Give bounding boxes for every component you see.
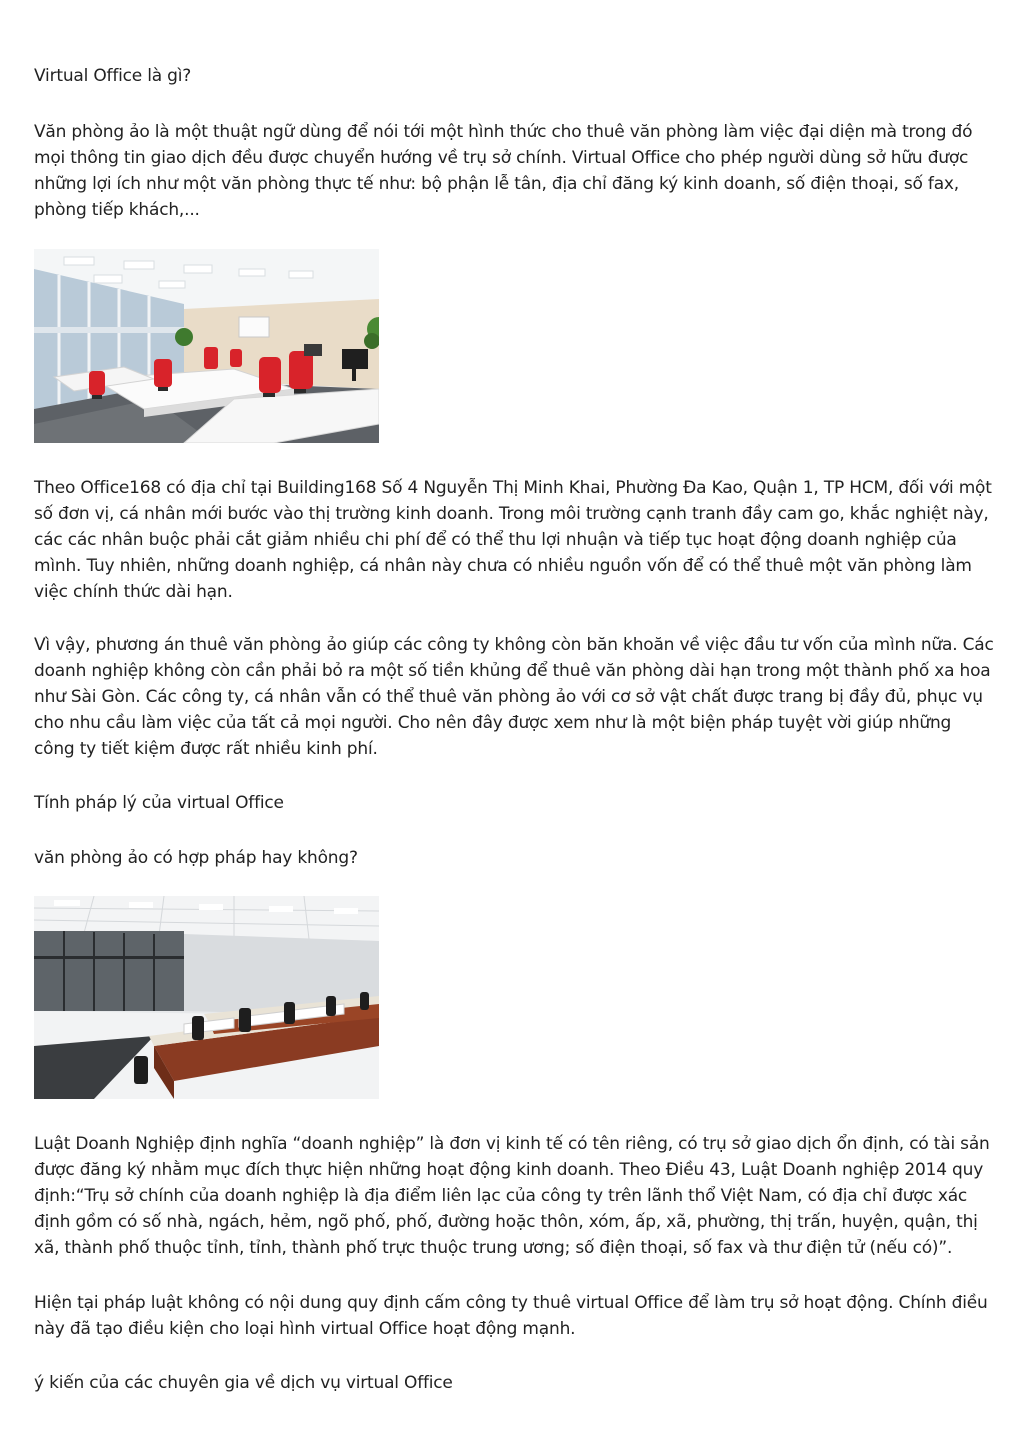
- paragraph-benefits: Vì vậy, phương án thuê văn phòng ảo giúp các công ty không còn băn khoăn về việc đầu tư vốn của mình nữa. Các doanh nghiệp không còn cần phải bỏ ra một số tiền khủng để thuê văn phòng dài hạn trong một thành phố xa hoa như Sài Gòn. Các công ty, cá nhân vẫn có thể thuê văn phòng ảo với cơ sở vật chất được trang bị đầy đủ, phục vụ cho nhu cầu làm việc của tất cả mọi người. Cho nên đây được xem như là một biện pháp tuyệt vời giúp những công ty tiết kiệm được rất nhiều kinh phí.: [34, 635, 994, 759]
- heading-virtual-office: Virtual Office là gì?: [34, 66, 192, 86]
- paragraph-definition: Văn phòng ảo là một thuật ngữ dùng để nói tới một hình thức cho thuê văn phòng làm việc đại diện mà trong đó mọi thông tin giao dịch đều được chuyển hướng về trụ sở chính. Virtual Office cho phép người dùng sở hữu được những lợi ích như một văn phòng thực tế như: bộ phận lễ tân, địa chỉ đăng ký kinh doanh, số điện thoại, số fax, phòng tiếp khách,...: [34, 122, 973, 220]
- paragraph-office168: Theo Office168 có địa chỉ tại Building168 Số 4 Nguyễn Thị Minh Khai, Phường Đa Kao, Quận 1, TP HCM, đối với một số đơn vị, cá nhân mới bước vào thị trường kinh doanh. Trong môi trường cạnh tranh đầy cam go, khắc nghiệt này, các các nhân buộc phải cắt giảm nhiều chi phí để có thể thu lợi nhuận và tiếp tục hoạt động doanh nghiệp của mình. Tuy nhiên, những doanh nghiệp, cá nhân này chưa có nhiều nguồn vốn để có thể thuê một văn phòng làm việc chính thức dài hạn.: [34, 478, 992, 602]
- open-office-wood-desks-photo: [34, 896, 379, 1099]
- paragraph-no-prohibition: Hiện tại pháp luật không có nội dung quy định cấm công ty thuê virtual Office để làm trụ sở hoạt động. Chính điều này đã tạo điều kiện cho loại hình virtual Office hoạt động mạnh.: [34, 1293, 988, 1339]
- heading-is-legal: văn phòng ảo có hợp pháp hay không?: [34, 848, 358, 868]
- heading-expert-opinions: ý kiến của các chuyên gia về dịch vụ virtual Office: [34, 1373, 453, 1393]
- office-red-chairs-photo: [34, 249, 379, 443]
- paragraph-law-definition: Luật Doanh Nghiệp định nghĩa “doanh nghiệp” là đơn vị kinh tế có tên riêng, có trụ sở giao dịch ổn định, có tài sản được đăng ký nhằm mục đích thực hiện những hoạt động kinh doanh. Theo Điều 43, Luật Doanh nghiệp 2014 quy định:“Trụ sở chính của doanh nghiệp là địa điểm liên lạc của công ty trên lãnh thổ Việt Nam, có địa chỉ được xác định gồm có số nhà, ngách, hẻm, ngõ phố, phố, đường hoặc thôn, xóm, ấp, xã, phường, thị trấn, huyện, quận, thị xã, thành phố thuộc tỉnh, tỉnh, thành phố trực thuộc trung ương; số điện thoại, số fax và thư điện tử (nếu có)”.: [34, 1134, 990, 1258]
- heading-legal: Tính pháp lý của virtual Office: [34, 793, 284, 813]
